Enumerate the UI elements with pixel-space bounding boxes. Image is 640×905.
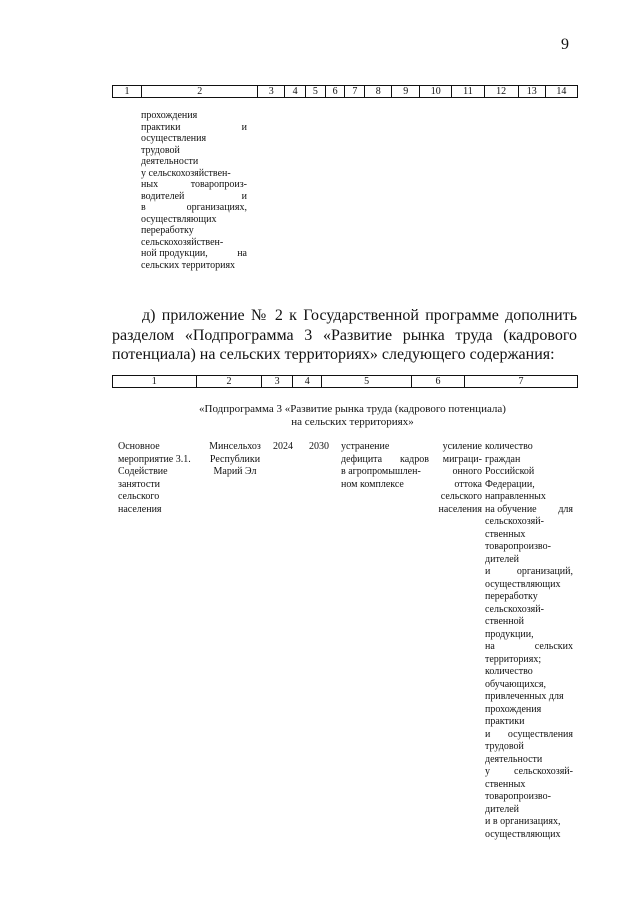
text-line: Федерации, — [485, 478, 535, 490]
row-end-year: 2030 — [309, 441, 329, 452]
row-consequences — [432, 441, 482, 516]
table1-header — [112, 85, 578, 98]
text-line: дителей — [485, 803, 520, 815]
paragraph-line: разделом «Подпрограмма 3 «Развитие рынка труда (кадрового — [112, 326, 577, 344]
text-word: ной продукции, — [141, 248, 208, 259]
text-line: переработку — [485, 591, 538, 602]
text-line: сельского — [440, 491, 482, 502]
text-word: осуществления — [507, 728, 573, 740]
text-line: ственных — [485, 528, 526, 540]
paragraph-line: д) приложение № 2 к Государственной программе дополнить — [142, 307, 577, 324]
text-line: сельских территориях — [141, 259, 236, 271]
text-line: и в организациях, — [485, 816, 561, 827]
text-line: осуществления — [141, 133, 207, 144]
text-line: ственных — [485, 778, 526, 790]
text-word: ных — [141, 179, 159, 190]
table2-header — [112, 375, 578, 388]
table1-col-13: 13 — [518, 86, 545, 98]
text-line: Основное — [118, 441, 160, 452]
table1-col-2: 2 — [142, 86, 258, 98]
text-line: усиление — [442, 441, 482, 452]
text-line: деятельности — [141, 156, 199, 167]
table1-col-3: 3 — [258, 86, 285, 98]
table1-col-14: 14 — [545, 86, 577, 98]
row-activity-name — [118, 441, 191, 516]
text-line — [141, 179, 247, 191]
text-line: граждан — [485, 453, 521, 465]
text-word: сельских — [534, 641, 573, 652]
text-word: товаропроиз- — [190, 179, 247, 190]
text-word: водителей — [141, 190, 185, 202]
text-line: у сельскохозяйствен- — [141, 167, 231, 179]
page-number: 9 — [561, 36, 569, 53]
text-line: в агропромышлен- — [341, 466, 421, 477]
table1-continuation-text — [141, 110, 247, 271]
row-executor — [202, 441, 268, 479]
text-line: практики — [485, 716, 525, 727]
text-word: для — [558, 503, 573, 515]
table2-col-6: 6 — [411, 376, 464, 388]
text-line: прохождения — [141, 110, 198, 121]
text-line: занятости — [118, 478, 160, 490]
table1-col-9: 9 — [392, 86, 420, 98]
table2-col-3: 3 — [262, 376, 293, 388]
row-expected-result — [341, 441, 429, 491]
text-line: обучающихся, — [485, 678, 546, 690]
table2-col-4: 4 — [292, 376, 322, 388]
text-word: практики — [141, 121, 181, 133]
text-line: ственной — [485, 616, 524, 627]
text-line — [141, 122, 247, 134]
text-line: миграци- — [442, 453, 482, 465]
text-word: и — [485, 728, 491, 740]
text-line: устранение — [341, 441, 390, 452]
text-line: количество — [485, 441, 533, 452]
table2-col-1: 1 — [113, 376, 197, 388]
text-line — [485, 729, 573, 742]
table2-col-2: 2 — [196, 376, 262, 388]
table1-col-6: 6 — [325, 86, 345, 98]
text-line: прохождения — [485, 703, 542, 715]
text-line — [485, 504, 573, 517]
text-line: дителей — [485, 553, 520, 565]
text-word: и — [485, 566, 491, 577]
text-word: на — [237, 248, 247, 259]
text-word: дефицита — [341, 453, 383, 465]
text-line — [141, 248, 247, 260]
text-line: Российской — [485, 466, 535, 477]
text-line: Марий Эл — [213, 466, 257, 477]
text-word: кадров — [400, 453, 429, 465]
table1-col-10: 10 — [420, 86, 452, 98]
text-word: и — [241, 190, 247, 202]
table1-col-12: 12 — [484, 86, 518, 98]
text-line: сельскохозяйствен- — [141, 236, 224, 248]
text-line: сельскохозяй- — [485, 603, 544, 615]
text-line: товаропроизво- — [485, 541, 551, 552]
text-line: осуществляющих — [141, 213, 217, 225]
text-word: в — [141, 202, 146, 213]
text-line: онного — [452, 466, 482, 477]
subprogram-title-line: на сельских территориях» — [291, 415, 414, 428]
text-word: на — [485, 641, 495, 652]
text-line — [485, 566, 573, 579]
text-line — [341, 454, 429, 467]
text-line: территориях; — [485, 653, 542, 665]
text-line: оттока — [454, 478, 482, 490]
text-line: осуществляющих — [485, 578, 561, 590]
text-line: населения — [118, 503, 162, 515]
subprogram-title-line: «Подпрограмма 3 «Развитие рынка труда (кадрового потенциала) — [199, 403, 506, 415]
table1-col-1: 1 — [113, 86, 142, 98]
amendment-paragraph — [112, 306, 577, 365]
text-line: трудовой — [485, 741, 524, 752]
text-line: привлеченных для — [485, 691, 564, 702]
table2-col-5: 5 — [322, 376, 411, 388]
text-line: переработку — [141, 225, 194, 236]
text-line — [141, 202, 247, 214]
text-word: организаций, — [516, 566, 573, 577]
text-line: направленных — [485, 491, 546, 502]
text-line: населения — [438, 503, 482, 515]
text-word: организациях, — [186, 202, 247, 213]
table1-col-7: 7 — [345, 86, 365, 98]
text-line: ном комплексе — [341, 478, 404, 490]
subprogram-title — [120, 403, 585, 428]
text-line: сельского — [118, 491, 160, 502]
paragraph-line: потенциала) на сельских территориях» следующего содержания: — [112, 346, 555, 363]
row-start-year: 2024 — [273, 441, 293, 452]
table2-col-7: 7 — [464, 376, 577, 388]
table1-col-4: 4 — [285, 86, 306, 98]
text-word: сельскохозяй- — [514, 766, 573, 777]
text-word: на обучение — [485, 503, 537, 515]
table1-col-5: 5 — [306, 86, 326, 98]
table1-col-8: 8 — [365, 86, 392, 98]
table1-col-11: 11 — [452, 86, 484, 98]
text-word: у — [485, 766, 490, 777]
text-line — [141, 191, 247, 203]
text-word: и — [241, 121, 247, 133]
text-line: Содействие — [118, 466, 168, 477]
text-line: мероприятие 3.1. — [118, 453, 191, 465]
row-indicators — [485, 441, 573, 841]
text-line: количество — [485, 666, 533, 677]
text-line: Республики — [209, 453, 261, 465]
text-line: сельскохозяй- — [485, 516, 544, 527]
text-line: товаропроизво- — [485, 791, 551, 802]
text-line: деятельности — [485, 753, 543, 765]
text-line — [485, 641, 573, 654]
text-line: трудовой — [141, 144, 180, 156]
text-line — [485, 766, 573, 779]
text-line: продукции, — [485, 628, 534, 640]
text-line: Минсельхоз — [209, 441, 261, 452]
text-line: осуществляющих — [485, 828, 561, 840]
